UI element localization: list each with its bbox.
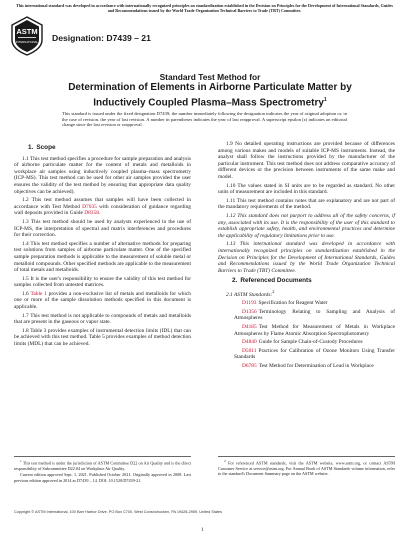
reference-code: D1193 — [242, 300, 257, 307]
international-standard-notice: This international standard was developed in accordance with internationally recognized principles on standardization established in the Decision on Principles for the Development of International Standards, Guides and Recommendations issued by the World Trade Organization Technical Barriers to Trade (TBT) Committee. — [16, 3, 393, 13]
page-number: 1 — [201, 527, 204, 533]
reference-code: D6785 — [242, 363, 257, 370]
document-title — [60, 72, 360, 109]
standard-issuance-note: This standard is issued under the fixed designation D7439; the number immediately following the designation indicates the year of original adoption or, in the case of revision, the year of last revision. A number in parentheses indicates the year of last reapproval. A superscript epsilon (ε) indicates an editorial change since the last revision or reapproval. — [62, 111, 347, 128]
para-1-9: 1.9 No detailed operating instructions are provided because of differences among various makes and models of suitable ICP-MS instruments. Instead, the analyst shall follow the instructions provided by the manufacturer of the particular instrument. This test method does not address comparative accuracy of different devices or the precision between instruments of the same make and model. — [218, 141, 395, 180]
reference-item[interactable] — [218, 300, 395, 307]
reference-item[interactable] — [218, 309, 395, 322]
footnote-1: $^1$ This test method is under the jurisdiction of ASTM Committee D22 on Air Quality and is the direct responsibility of Subcommittee D22.04 on Workplace Air Quality. — [14, 459, 191, 471]
para-1-6: 1.6 Table 1 provides a non-exclusive list of metals and metalloids for which one or more of the sample dissolution methods specified in this document is applicable. — [14, 290, 191, 311]
link-d7035[interactable]: D7035 — [82, 203, 97, 210]
reference-item[interactable] — [218, 348, 395, 361]
para-1-3: 1.3 This test method should be used by analysts experienced in the use of ICP-MS, the interpretation of spectral and matrix interferences and procedures for their correction. — [14, 218, 191, 239]
reference-item[interactable] — [218, 363, 395, 370]
para-1-7: 1.7 This test method is not applicable to compounds of metals and metalloids that are present in the gaseous or vapor state. — [14, 312, 191, 326]
reference-code: D5011 — [242, 347, 257, 354]
reference-title: Terminology Relating to Sampling and Analysis of Atmospheres — [234, 308, 395, 322]
para-1-11: 1.11 This test method contains notes that are explanatory and are not part of the mandatory requirements of the method. — [218, 197, 395, 211]
para-1-4: 1.4 This test method specifies a number of alternative methods for preparing test solutions from samples of airborne particulate matter. One of the specified sample preparation methods is applicable to the measurement of soluble metal or metalloid compounds. Other specified methods are applicable to the measurement of total metals and metalloids. — [14, 240, 191, 274]
right-column — [218, 141, 395, 372]
astm-logo — [10, 16, 44, 56]
para-1-2: 1.2 This test method assumes that samples will have been collected in accordance with Test Method D7035 with consideration of guidance regarding wall deposits provided in Guide D8358. — [14, 197, 192, 217]
para-1-12: 1.12 This standard does not purport to address all of the safety concerns, if any, associated with its use. It is the responsibility of the user of this standard to establish appropriate safety, health, and environmental practices and determine the applicability of regulatory limitations prior to use. — [218, 212, 395, 239]
footnote-2: $^2$ For referenced ASTM standards, visit the ASTM website, www.astm.org, or contact ASTM Customer Service at service@astm.org. For Annual Book of ASTM Standards volume information, refer to the standard's Document Summary page on the ASTM website. — [218, 459, 396, 476]
left-column — [14, 141, 191, 350]
para-2-1: 2.1 ASTM Standards:$^2$ — [226, 288, 275, 298]
para-1-13: 1.13 This international standard was developed in accordance with internationally recognized principles on standardization established in the Decision on Principles for the Development of International Standards, Guides and Recommendations issued by the World Trade Organization Technical Barriers to Trade (TBT) Committee. — [218, 241, 395, 274]
designation: Designation: D7439 – 21 — [52, 33, 151, 43]
reference-item[interactable] — [218, 339, 395, 346]
reference-title: Practices for Calibration of Ozone Monitors Using Transfer Standards — [234, 347, 395, 361]
reference-code: D4840 — [242, 339, 257, 346]
footnote-edition: Current edition approved Sept. 1, 2021. Published October 2021. Originally approved in 2008. Last previous edition approved in 2014 as D7439 – 14. DOI: 10.1520/D7439-21. — [14, 472, 191, 483]
title-line-2: Determination of Elements in Airborne Particulate Matter by — [68, 82, 352, 93]
section-2-heading: 2. Referenced Documents — [232, 277, 312, 285]
link-d8358[interactable]: D8358 — [84, 210, 99, 217]
title-line-1: Standard Test Method for — [159, 72, 261, 82]
reference-code: D4185 — [242, 324, 257, 331]
reference-title: Test Method for Determination of Lead in Workplace — [258, 363, 374, 370]
svg-text:ASTM: ASTM — [16, 27, 38, 36]
title-footnote-mark: 1 — [323, 97, 327, 103]
title-line-3: Inductively Coupled Plasma–Mass Spectrometry$^1$ — [93, 97, 327, 109]
para-1-1: 1.1 This test method specifies a procedure for sample preparation and analysis of airborne particulate matter for the content of metals and metalloids in workplace air samples using inductively coupled plasma–mass spectrometry (ICP-MS). This test method can be used for other air samples provided the user ensures the validity of the test method by ensuring that appropriate data quality objectives can be achieved). — [14, 155, 191, 195]
reference-item[interactable] — [218, 324, 395, 337]
reference-title: Test Method for Measurement of Metals in Workplace Atmospheres by Flame Atomic Absorption Spectrophotometry — [234, 324, 395, 337]
copyright-line: Copyright © ASTM International, 100 Barr Harbor Drive, PO Box C700, West Conshohocken, PA 19428-2959. United States — [14, 510, 223, 514]
svg-text:INTERNATIONAL: INTERNATIONAL — [15, 40, 39, 44]
para-1-5: 1.5 It is the user's responsibility to ensure the validity of this test method for samples collected from untested matrices. — [14, 275, 191, 289]
reference-title: Guide for Sample Chain-of-Custody Procedures — [258, 339, 363, 346]
footnotes-right — [218, 456, 395, 478]
section-1-heading: 1. Scope — [28, 144, 56, 151]
reference-code: D1356 — [242, 308, 257, 315]
para-1-10: 1.10 The values stated in SI units are to be regarded as standard. No other units of measurement are included in this standard. — [218, 182, 395, 196]
reference-title: Specification for Reagent Water — [258, 300, 328, 307]
link-table-1[interactable]: Table 1 — [30, 290, 47, 297]
para-1-8: 1.8 Table 3 provides examples of instrumental detection limits (IDL) that can be achieved with this test method. Table 5 provides examples of method detection limits (MDL) that can be achieved. — [14, 327, 191, 348]
footnotes-left — [14, 456, 191, 484]
